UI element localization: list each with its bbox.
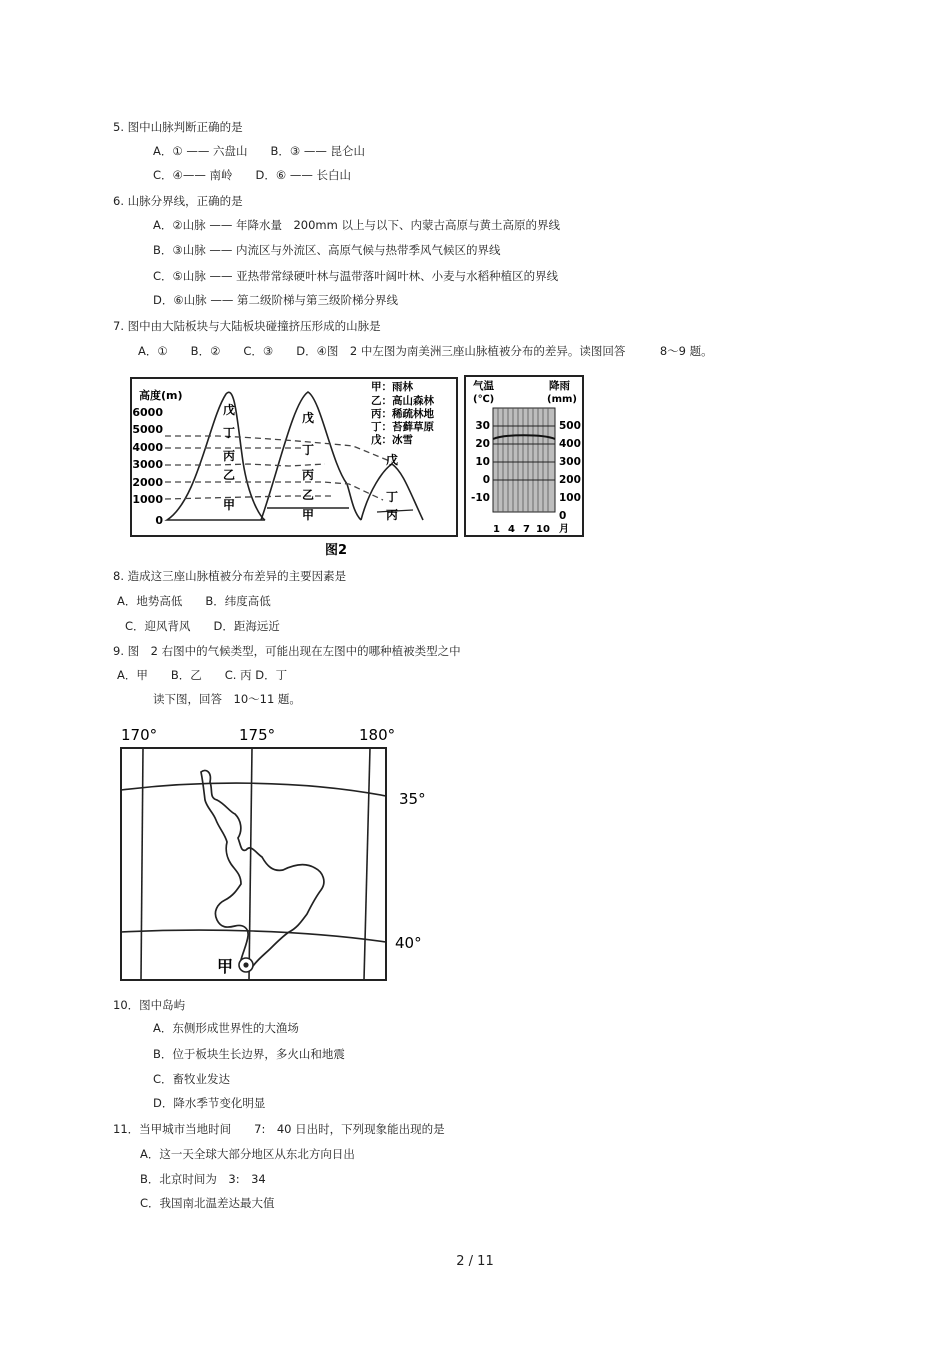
page-number: 2 / 11	[456, 1254, 494, 1269]
month-tick: 1	[493, 524, 500, 535]
y-axis-title: 高度(m)	[139, 389, 183, 402]
month-tick: 月	[559, 524, 569, 535]
q10-option-b: B．位于板块生长边界，多火山和地震	[153, 1047, 345, 1061]
legend-item: 乙：高山森林	[371, 395, 434, 407]
q5-options-ab: A．① —— 六盘山 B．③ —— 昆仑山	[153, 144, 365, 158]
temp-tick: 10	[475, 456, 490, 468]
q5-stem: 5. 图中山脉判断正确的是	[113, 120, 243, 134]
q11-option-a: A．这一天全球大部分地区从东北方向日出	[140, 1147, 355, 1161]
q5-options-cd: C．④—— 南岭 D．⑥ —— 长白山	[153, 168, 351, 182]
temp-title: 气温	[473, 380, 494, 392]
figure-2	[113, 372, 593, 563]
q6-option-d: D．⑥山脉 —— 第二级阶梯与第三级阶梯分界线	[153, 293, 398, 307]
q11-stem: 11．当甲城市当地时间 7: 40 日出时，下列现象能出现的是	[113, 1122, 445, 1136]
y-tick: 3000	[132, 458, 163, 471]
q6-option-a: A．②山脉 —— 年降水量 200mm 以上与以下、内蒙古高原与黄土高原的界线	[153, 218, 560, 232]
graticule	[121, 748, 386, 980]
zone-label: 丙	[385, 508, 399, 522]
q10-option-a: A．东侧形成世界性的大渔场	[153, 1021, 299, 1035]
q9-stem: 9. 图 2 右图中的气候类型，可能出现在左图中的哪种植被类型之中	[113, 644, 461, 658]
month-tick: 10	[536, 524, 550, 535]
q8-options-ab: A．地势高低 B．纬度高低	[117, 594, 271, 608]
rain-tick: 500	[559, 420, 581, 432]
vegetation-legend	[371, 380, 434, 446]
y-tick: 5000	[132, 423, 163, 436]
longitude-label: 175°	[239, 726, 276, 744]
q6-stem: 6. 山脉分界线，正确的是	[113, 194, 243, 208]
temp-tick: 0	[482, 474, 490, 486]
legend-item: 丙：稀疏林地	[371, 408, 434, 420]
longitude-label: 170°	[121, 726, 158, 744]
zone-label: 丁	[222, 426, 236, 440]
q6-option-b: B．③山脉 —— 内流区与外流区、高原气候与热带季风气候区的界线	[153, 243, 501, 257]
q8-stem: 8. 造成这三座山脉植被分布差异的主要因素是	[113, 569, 347, 583]
q8-options-cd: C．迎风背风 D．距海远近	[125, 619, 280, 633]
latitude-label: 40°	[395, 934, 422, 952]
intro-10-11: 读下图，回答 10～11 题。	[153, 692, 301, 706]
y-tick: 6000	[132, 406, 163, 419]
temp-tick: 30	[475, 420, 490, 432]
city-marker-dot	[243, 962, 248, 967]
y-tick: 1000	[132, 493, 163, 506]
figure-caption: 图2	[325, 543, 348, 558]
month-tick: 4	[508, 524, 515, 535]
month-tick: 7	[523, 524, 530, 535]
q6-option-c: C．⑤山脉 —— 亚热带常绿硬叶林与温带落叶阔叶林、小麦与水稻种植区的界线	[153, 269, 559, 283]
legend-item: 甲：雨林	[371, 381, 413, 393]
island-outline	[201, 770, 324, 967]
zone-label: 戊	[301, 411, 315, 425]
mountain-1	[167, 392, 265, 520]
q7-stem: 7. 图中由大陆板块与大陆板块碰撞挤压形成的山脉是	[113, 319, 381, 333]
rain-tick: 200	[559, 474, 581, 486]
zone-label: 甲	[222, 498, 236, 512]
temp-tick: -10	[471, 492, 490, 504]
q10-stem: 10．图中岛屿	[113, 998, 186, 1012]
rain-tick: 400	[559, 438, 581, 450]
zone-label: 丁	[385, 490, 399, 504]
zone-label: 乙	[301, 488, 315, 502]
temp-tick: 20	[475, 438, 490, 450]
longitude-label: 180°	[359, 726, 396, 744]
temp-unit: (℃)	[473, 394, 495, 405]
precipitation-bars	[493, 408, 555, 512]
rain-title: 降雨	[549, 380, 570, 392]
q11-option-c: C．我国南北温差达最大值	[140, 1196, 275, 1210]
island-map	[113, 720, 433, 989]
zone-label: 乙	[222, 468, 236, 482]
q10-option-d: D．降水季节变化明显	[153, 1096, 266, 1110]
latitude-label: 35°	[399, 790, 426, 808]
zone-label: 戊	[222, 403, 236, 417]
q9-options: A．甲 B．乙 C. 丙 D．丁	[117, 668, 288, 682]
zone-label: 丙	[222, 449, 236, 463]
legend-item: 戊：冰雪	[371, 434, 413, 446]
zone-label: 戊	[385, 453, 399, 467]
rain-unit: (mm)	[547, 394, 577, 405]
q10-option-c: C．畜牧业发达	[153, 1072, 231, 1086]
legend-item: 丁：苔藓草原	[371, 421, 434, 433]
zone-label: 丙	[301, 468, 315, 482]
y-tick: 4000	[132, 441, 163, 454]
rain-tick: 0	[559, 510, 567, 522]
q11-option-b: B．北京时间为 3: 34	[140, 1172, 266, 1186]
zone-label: 丁	[301, 443, 315, 457]
q7-options: A．① B．② C．③ D．④图 2 中左图为南美洲三座山脉植被分布的差异。读图回答 8～9 题。	[138, 344, 713, 358]
y-tick: 2000	[132, 476, 163, 489]
y-tick: 0	[155, 514, 163, 527]
rain-tick: 300	[559, 456, 581, 468]
zone-label: 甲	[301, 508, 315, 522]
city-label: 甲	[217, 957, 234, 976]
rain-tick: 100	[559, 492, 581, 504]
